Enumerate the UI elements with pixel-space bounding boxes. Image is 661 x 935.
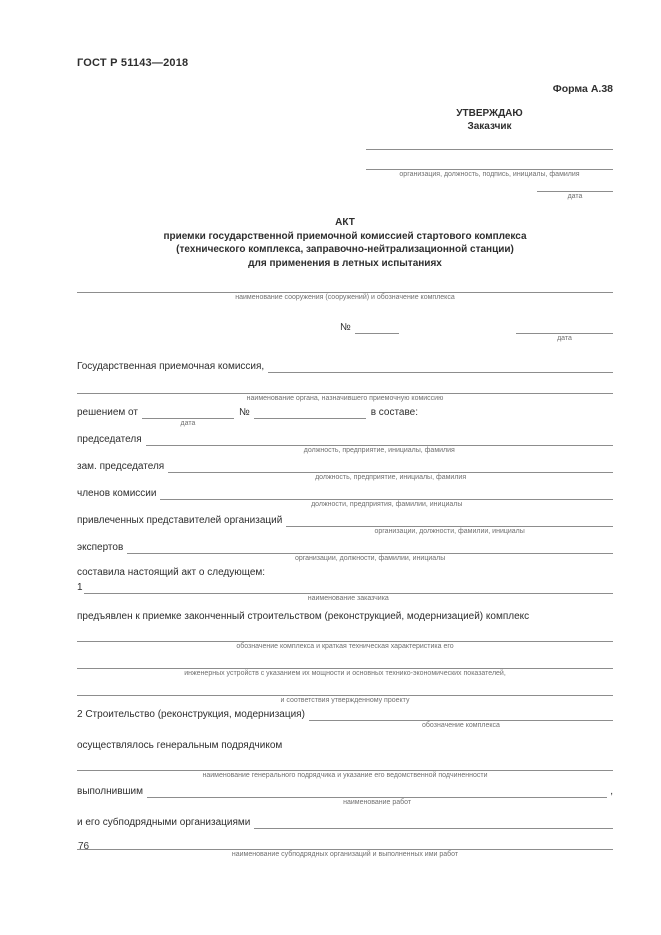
item2-construction-field [77, 708, 613, 731]
commission-field [77, 360, 613, 373]
standard-number: ГОСТ Р 51143—2018 [77, 57, 189, 69]
number-label: № [340, 322, 351, 333]
complex-caption: обозначение комплекса [422, 722, 500, 729]
member-label: привлеченных представителей организаций [77, 515, 283, 526]
member-row-experts [77, 541, 613, 564]
carried-text: осуществлялось генеральным подрядчиком [77, 740, 283, 751]
member-row-representatives [77, 514, 613, 537]
document-title [77, 216, 613, 270]
facility-field [77, 280, 613, 303]
subcontractors-label: и его субподрядными организациями [77, 817, 251, 828]
performed-field [77, 785, 613, 808]
member-row-members [77, 487, 613, 510]
item1-customer-field [77, 581, 613, 604]
member-blank-line [127, 541, 613, 554]
approve-title: УТВЕРЖДАЮ [456, 108, 523, 119]
contractor-caption: наименование генерального подрядчика и указание его ведомственной подчиненности [202, 772, 488, 779]
complex-blank-line [309, 708, 613, 721]
item1-number: 1 [77, 582, 83, 593]
customer-caption: наименование заказчика [307, 595, 389, 602]
title-line-4: для применения в летных испытаниях [248, 257, 442, 269]
subcontractors-blank-line [254, 816, 613, 829]
member-label: членов комиссии [77, 488, 157, 499]
performed-label: выполнившим [77, 786, 143, 797]
decision-from-label: решением от [77, 407, 138, 418]
member-blank-line [168, 460, 613, 473]
act-date-field [516, 321, 613, 344]
signature-blank-line [366, 133, 613, 150]
title-line-3: (технического комплекса, заправочно-нейтрализационной станции) [176, 244, 514, 255]
item2-label: 2 Строительство (реконструкция, модернизация) [77, 709, 305, 720]
commission-label: Государственная приемочная комиссия, [77, 361, 265, 372]
member-row-chairman [77, 433, 613, 456]
blank-line [77, 629, 613, 642]
member-caption: должность, предприятие, инициалы, фамилия [315, 474, 467, 481]
member-blank-line [160, 487, 613, 500]
complex-desc-caption-1: обозначение комплекса и краткая техническая характеристика его [236, 643, 454, 650]
org-blank-line [77, 381, 613, 394]
decision-date-caption: дата [180, 420, 196, 427]
form-label: Форма А.38 [552, 83, 613, 95]
member-caption: организации, должности, фамилии, инициалы [294, 555, 446, 562]
decision-tail-label: в составе: [370, 407, 419, 418]
complex-desc-field-3 [77, 683, 613, 706]
member-label: председателя [77, 434, 142, 445]
complex-desc-caption-3: и соответствия утвержденному проекту [280, 697, 410, 704]
number-blank-line [355, 321, 399, 334]
member-caption: организации, должности, фамилии, инициалы [374, 528, 525, 535]
member-blank-line [146, 433, 613, 446]
act-date-caption: дата [557, 335, 572, 342]
number-blank [355, 321, 399, 344]
facility-blank-line [77, 280, 613, 293]
subcontractors-field [77, 816, 613, 829]
customer-blank-line [84, 581, 613, 594]
member-row-deputy [77, 460, 613, 483]
title-line-1: АКТ [335, 217, 355, 228]
works-caption: наименование работ [343, 799, 412, 806]
member-label: экспертов [77, 542, 124, 553]
date-blank-line [537, 182, 613, 192]
commission-blank-line [268, 360, 613, 373]
approval-block [366, 107, 613, 202]
title-line-2: приемки государственной приемочной комиссией стартового комплекса [163, 230, 527, 242]
decision-number-field [254, 406, 366, 429]
subcontractors-caption: наименование субподрядных организаций и выполненных ими работ [231, 851, 459, 858]
page-number: 76 [78, 841, 90, 852]
signature-caption: организация, должность, подпись, инициалы, фамилия [399, 171, 580, 178]
presented-text: предъявлен к приемке законченный строительством (реконструкцией, модернизацией) комплекс [77, 611, 530, 622]
member-blank-line [286, 514, 613, 527]
subcontractors-names-field [77, 837, 613, 860]
blank-line [77, 656, 613, 669]
signature-blank-line [366, 150, 613, 170]
works-blank-line [147, 785, 607, 798]
blank-line [77, 683, 613, 696]
decision-date-blank-line [142, 406, 234, 419]
commission-org-field [77, 381, 613, 404]
facility-caption: наименование сооружения (сооружений) и обозначение комплекса [235, 294, 455, 301]
act-number-row [77, 321, 613, 344]
approver-role: Заказчик [467, 121, 512, 132]
date-caption: дата [567, 193, 583, 200]
complex-desc-field-1 [77, 629, 613, 652]
org-caption: наименование органа, назначившего приемочную комиссию [246, 395, 444, 402]
complex-desc-field-2 [77, 656, 613, 679]
empty-caption [254, 419, 366, 429]
member-label: зам. председателя [77, 461, 165, 472]
contractor-field [77, 758, 613, 781]
member-caption: должность, предприятие, инициалы, фамилия [303, 447, 455, 454]
contractor-blank-line [77, 758, 613, 771]
decision-number-label: № [238, 407, 250, 418]
decision-row [77, 406, 613, 429]
act-date-blank-line [516, 321, 613, 334]
blank-line [77, 837, 613, 850]
complex-desc-caption-2: инженерных устройств с указанием их мощности и основных технико-экономических показателей, [184, 670, 506, 677]
member-caption: должности, предприятия, фамилии, инициалы [311, 501, 463, 508]
decision-date-field [142, 406, 234, 429]
trailing-comma: , [610, 786, 613, 797]
made-act-text: составила настоящий акт о следующем: [77, 567, 266, 578]
decision-number-blank-line [254, 406, 366, 419]
